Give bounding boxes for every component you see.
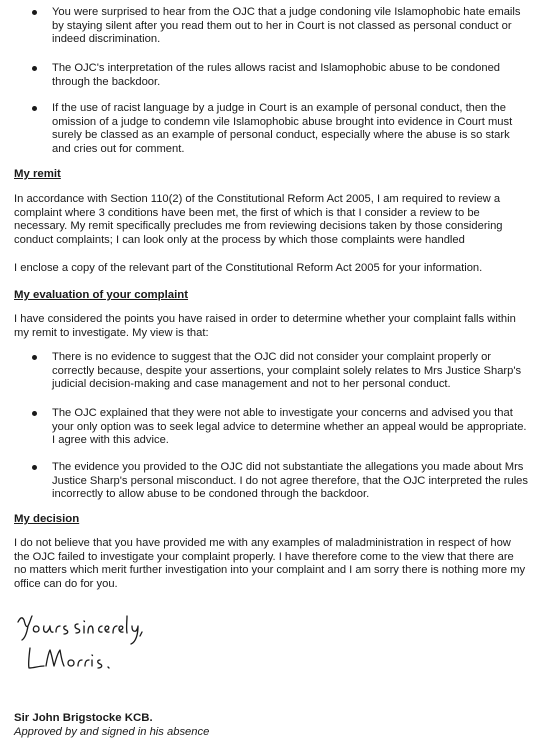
signatory-name: Sir John Brigstocke KCB. (14, 712, 153, 724)
signing-note: Approved by and signed in his absence (14, 726, 210, 738)
bullet-icon (32, 465, 37, 470)
bullet-icon (32, 66, 37, 71)
bullet-icon (32, 411, 37, 416)
enclosure-paragraph: I enclose a copy of the relevant part of the Constitutional Reform Act 2005 for your information. (14, 262, 483, 274)
remit-heading: My remit (14, 168, 61, 180)
remit-paragraph: In accordance with Section 110(2) of the Constitutional Reform Act 2005, I am required to review a complaint where 3 conditions have been met, the first of which is that I consider a review to be necessary. My remit specifically precludes me from reviewing decisions taken by those considering conduct complaints; I can look only at the process by which those complaints were handled (14, 193, 503, 246)
bullet-icon (32, 355, 37, 360)
bullet-icon (32, 106, 37, 111)
evaluation-intro: I have considered the points you have raised in order to determine whether your complaint falls within my remit to investigate. My view is that: (14, 313, 516, 339)
letter-page: You were surprised to hear from the OJC that a judge condoning vile Islamophobic hate emails by staying silent after you read them out to her in Court is not classed as personal conduct or indeed discrimination. The OJC's interpretation of the rules allows racist and Islamophobic abuse to be condoned through the backdoor. If the use of racist language by a judge in Court is an example of personal conduct, then the omission of a judge to condemn vile Islamophobic abuse brought into evidence in Court must surely be classed as an example of personal conduct, especially where the abuse is so stark and cries out for comment. My remit In accordance with Section 110(2) of the Constitutional Reform Act 2005, I am required to review a complaint where 3 conditions have been met, the first of which is that I consider a review to be necessary. My remit specifically precludes me from reviewing decisions taken by those considering conduct complaints; I can look only at the process by which those complaints were handled I enclose a copy of the relevant part of the Constitutional Reform Act 2005 for your information. My evaluation of your complaint I have considered the points you have raised in order to determine whether your complaint falls within my remit to investigate. My view is that: There is no evidence to suggest that the OJC did not consider your complaint properly or correctly because, despite your assertions, your complaint solely relates to Mrs Justice Sharp's judicial decision-making and case management and not to her personal conduct. The OJC explained that they were not able to investigate your concerns and advised you that your only option was to seek legal advice to determine whether an appeal would be appropriate. I agree with this advice. The evidence you provided to the OJC did not substantiate the allegations you made about Mrs Justice Sharp's personal misconduct. I do not agree therefore, that the OJC interpreted the rules incorrectly to allow abuse to be condoned through the backdoor. My decision I do not believe that you have provided me with any examples of maladministration in respect of how the OJC failed to investigate your complaint properly. I have therefore come to the view that there are no matters which merit further investigation into your complaint and I am sorry there is nothing more my office can do for you. Sir John Brigstocke KCB. Approved by and signed in his absence (14, 6, 528, 738)
decision-paragraph: I do not believe that you have provided me with any examples of maladministration in respect of how the OJC failed to investigate your complaint properly. I have therefore come to the view that there are no matters which merit further investigation into your complaint and I am sorry there is nothing more my office can do for you. (14, 537, 526, 590)
decision-heading: My decision (14, 513, 80, 525)
handwritten-signature (14, 608, 214, 676)
bullet-icon (32, 10, 37, 15)
evaluation-heading: My evaluation of your complaint (14, 289, 189, 301)
